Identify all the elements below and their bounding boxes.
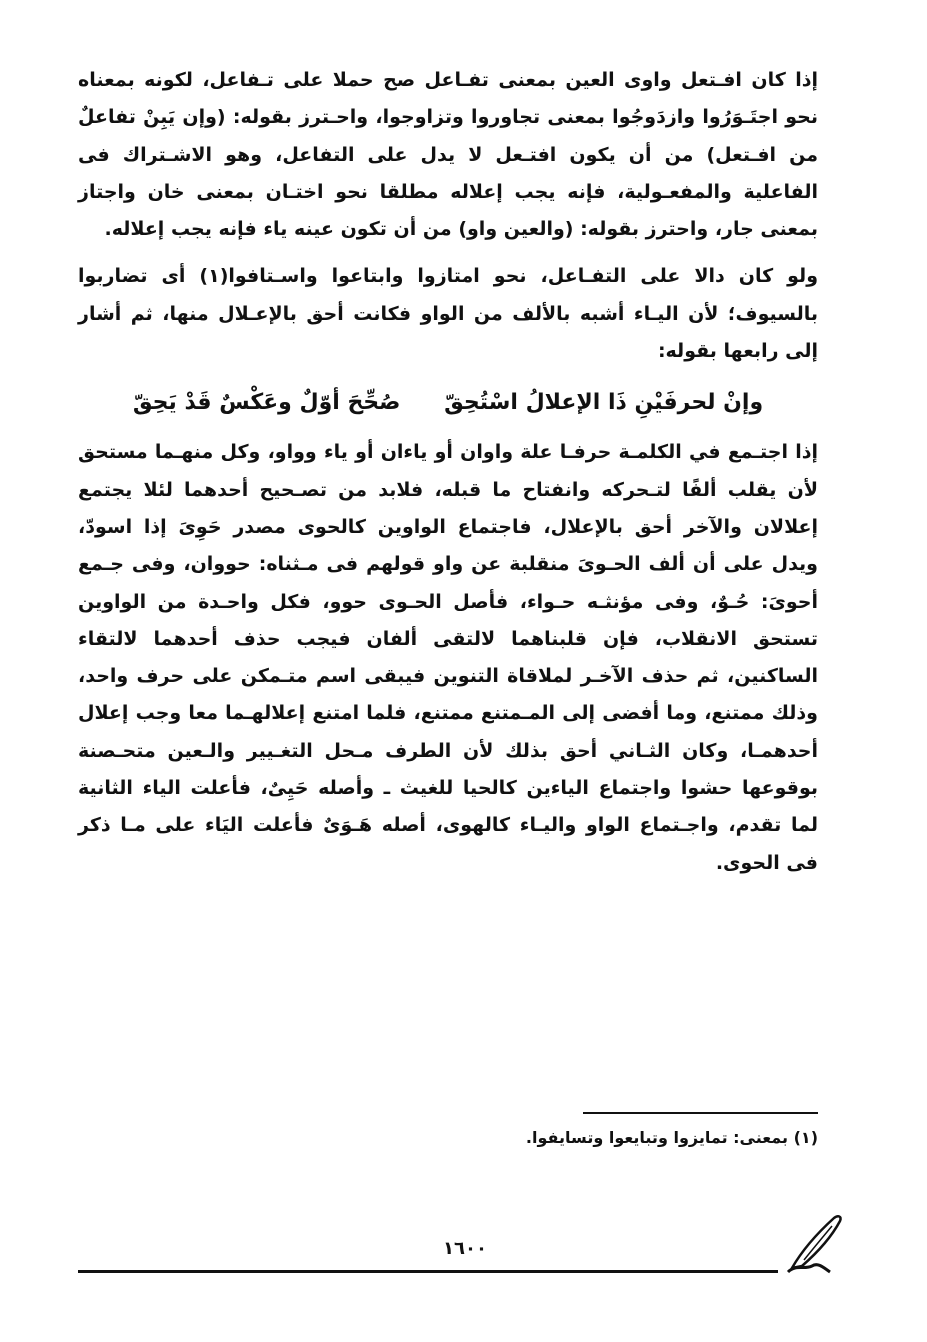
verse-second-hemistich: صُحِّحَ أوّلٌ وعَكْسٌ قَدْ يَحِقّ [132,390,401,416]
paragraph: إذا اجتـمع في الكلمـة حرفـا علة واوان أو ياءان أو ياء وواو، وكل منهـما مستحق لأن يقلب ألفًا لتـحركه وانفتاح ما قبله، فلابد من تصـحيح أحدهما لئلا يجتمع إعلالان والآخر أحق بالإعلال، فاجتماع الواوين كالحوى مصدر حَوِىَ إذا اسودّ، ويدل على أن ألف الحـوىَ منقلبة عن واو قولهم فى مـثناه: حووان، وفى جـمع أحوىَ: حُـوٌ، وفى مؤنثـه حـواء، فأصل الحـوى حوو، فكل واحـدة من الواوين تستحق الانقلاب، فإن قلبناهما لالتقى ألفان فيجب حذف أحدهما لالتقاء الساكنين، ثم حذف الآخـر لملاقاة التنوين فيبقى اسم متـمكن على حرف واحد، وذلك ممتنع، وما أفضى إلى المـمتنع ممتنع، فلما امتنع إعلالهـما معا وجب إعلال أحدهمـا، وكان الثـاني أحق بذلك لأن الطرف مـحل التغـيير والـعين متحـصنة بوقوعها حشوا واجتماع الياءين كالحيا للغيث ـ وأصله حَيِىٌ، فأعلت الياء الثانية لما تقدم، واجـتماع الواو واليـاء كالهوى، أصله هَـوَىٌ فأعلت اليَاء على مـا ذكر فى الحوى. [78,441,818,874]
footnote: (١) بمعنى: تمايزوا وتبايعوا وتسايفوا. [525,1128,818,1147]
paragraph: ولو كان دالا على التفـاعل، نحو امتازوا وابتاعوا واسـتافوا(١) أى تضاربوا بالسيوف؛ لأن اليـاء أشبه بالألف من الواو فكانت أحق بالإعـلال منها، ثم أشار إلى رابعها بقوله: [78,265,819,363]
paragraph: إذا كان افـتعل واوى العين بمعنى تفـاعل صح حملا على تـفاعل، لكونه بمعناه نحو اجتَـوَرُوا وازدَوجُوا بمعنى تجاوروا وتزاوجوا، واحـترز بقوله: (وإن يَبِنْ تفاعلٌ من افـتعل) من أن يكون افتـعل لا يدل على التفاعل، وهو الاشـتراك فى الفاعلية والمفعـولية، فإنه يجب إعلاله مطلقا نحو اختـان بمعنى خان واجتاز بمعنى جار، واحترز بقوله: (والعين واو) من أن تكون عينه ياء فإنه يجب إعلاله. [78,69,818,241]
page-number: ١٦٠٠ [443,1238,487,1259]
bottom-rule [78,1270,778,1273]
quill-pen-icon [782,1206,852,1280]
page-body [78,62,818,882]
footnote-divider [583,1112,818,1114]
verse-first-hemistich: وإنْ لحرفَيْنِ ذَا الإعلالُ اسْتُحِقّ [444,390,764,416]
verse [78,382,818,424]
